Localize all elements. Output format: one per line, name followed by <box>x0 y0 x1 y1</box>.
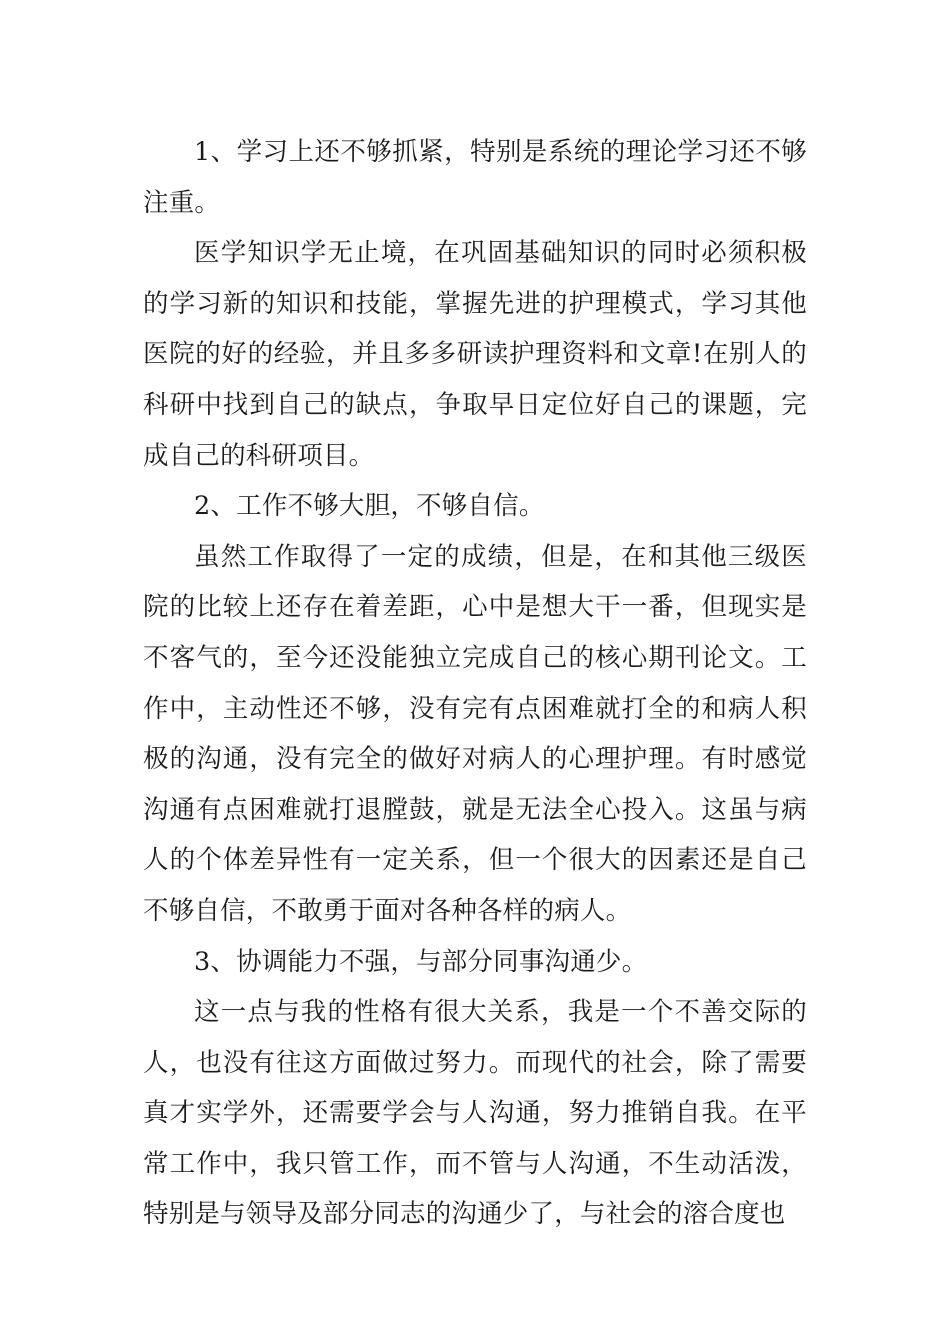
paragraph-item-2-heading: 2、工作不够大胆，不够自信。 <box>194 491 545 522</box>
document-body <box>143 127 807 1240</box>
paragraph-item-3-heading: 3、协调能力不强，与部分同事沟通少。 <box>194 946 648 977</box>
paragraph-item-3-body: 这一点与我的性格有很大关系，我是一个不善交际的人，也没有往这方面做过努力。而现代的社会，除了需要真才实学外，还需要学会与人沟通，努力推销自我。在平常工作中，我只管工作，而不管与人沟通，不生动活泼，特别是与领导及部分同志的沟通少了，与社会的溶合度也 <box>143 997 807 1230</box>
paragraph-item-2-body: 虽然工作取得了一定的成绩，但是，在和其他三级医院的比较上还存在着差距，心中是想大干一番，但现实是不客气的，至今还没能独立完成自己的核心期刊论文。工作中，主动性还不够，没有完有点困难就打全的和病人积极的沟通，没有完全的做好对病人的心理护理。有时感觉沟通有点困难就打退膛鼓，就是无法全心投入。这虽与病人的个体差异性有一定关系，但一个很大的因素还是自己不够自信，不敢勇于面对各种各样的病人。 <box>143 541 807 926</box>
paragraph-item-1-body: 医学知识学无止境，在巩固基础知识的同时必须积极的学习新的知识和技能，掌握先进的护理模式，学习其他医院的好的经验，并且多多研读护理资料和文章!在别人的科研中找到自己的缺点，争取早日定位好自己的课题，完成自己的科研项目。 <box>143 238 807 471</box>
paragraph-item-1-heading: 1、学习上还不够抓紧，特别是系统的理论学习还不够注重。 <box>143 137 807 218</box>
